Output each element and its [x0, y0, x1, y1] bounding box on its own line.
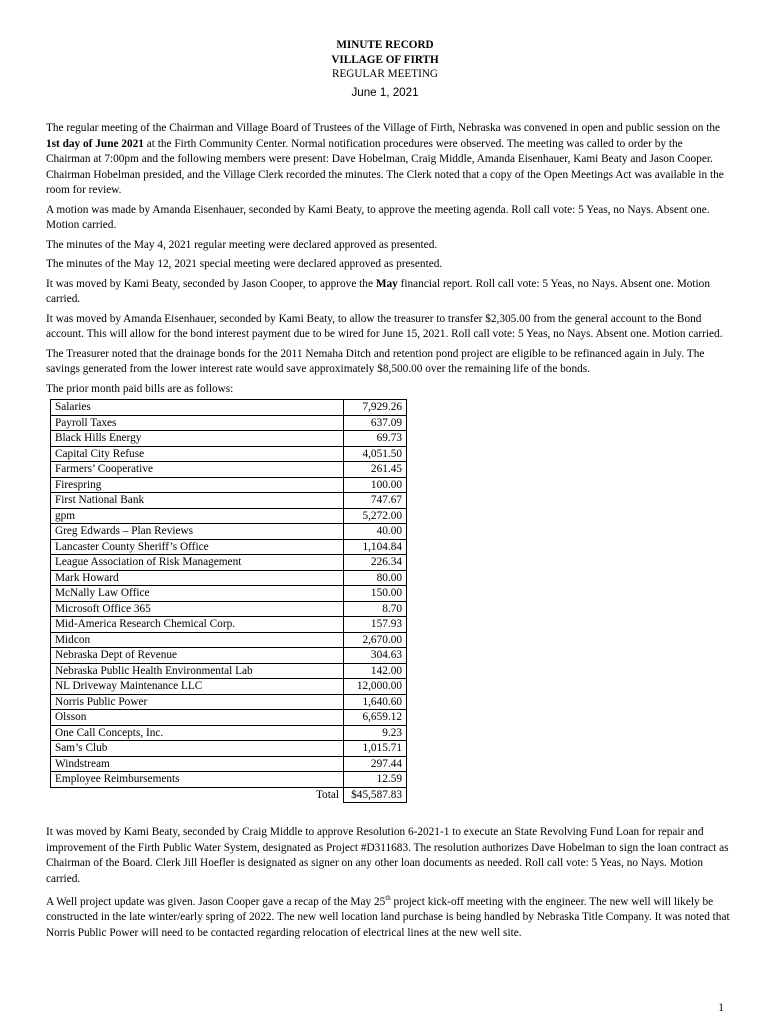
bill-amount: 40.00: [344, 524, 407, 540]
bill-amount: 5,272.00: [344, 508, 407, 524]
bill-payee: Microsoft Office 365: [51, 601, 344, 617]
total-row: [51, 787, 407, 803]
bill-amount: 304.63: [344, 648, 407, 664]
bill-payee: Nebraska Dept of Revenue: [51, 648, 344, 664]
bill-payee: Olsson: [51, 710, 344, 726]
paragraph-financial-report: [46, 277, 730, 308]
bill-payee: Nebraska Public Health Environmental Lab: [51, 663, 344, 679]
table-row: [51, 524, 407, 540]
bill-payee: Capital City Refuse: [51, 446, 344, 462]
bill-amount: 12.59: [344, 772, 407, 788]
table-row: [51, 756, 407, 772]
bill-amount: 69.73: [344, 431, 407, 447]
bill-payee: Salaries: [51, 400, 344, 416]
table-row: [51, 694, 407, 710]
financial-text-c: financial report. Roll call vote: 5 Yeas, no Nays. Absent one. Motion carried.: [46, 277, 710, 305]
table-row: [51, 493, 407, 509]
bill-payee: Payroll Taxes: [51, 415, 344, 431]
table-row: [51, 446, 407, 462]
well-superscript: th: [385, 894, 391, 902]
total-amount: $45,587.83: [344, 787, 407, 803]
bill-amount: 226.34: [344, 555, 407, 571]
bill-payee: Mid-America Research Chemical Corp.: [51, 617, 344, 633]
table-row: [51, 632, 407, 648]
bill-amount: 297.44: [344, 756, 407, 772]
bill-payee: gpm: [51, 508, 344, 524]
paragraph-may4-minutes: The minutes of the May 4, 2021 regular meeting were declared approved as presented.: [46, 238, 438, 251]
table-row: [51, 477, 407, 493]
table-row: [51, 462, 407, 478]
bills-table: [50, 399, 407, 803]
bill-payee: Windstream: [51, 756, 344, 772]
paragraph-resolution: It was moved by Kami Beaty, seconded by Craig Middle to approve Resolution 6-2021-1 to execute an State Revolving Fund Loan for repair and improvement of the Firth Public Water System, designated as Project #D311683. The resolution authorizes Dave Hobelman to sign the loan contract as Chairman of the Board. Clerk Jill Hoefler is designated as signer on any other loan documents as needed. Roll call vote: 5 Yeas, no Nays. Motion carried.: [46, 826, 729, 885]
table-row: [51, 679, 407, 695]
table-row: [51, 555, 407, 571]
bill-amount: 80.00: [344, 570, 407, 586]
bill-payee: First National Bank: [51, 493, 344, 509]
bill-amount: 1,104.84: [344, 539, 407, 555]
table-row: [51, 741, 407, 757]
table-row: [51, 400, 407, 416]
bill-payee: McNally Law Office: [51, 586, 344, 602]
bill-amount: 12,000.00: [344, 679, 407, 695]
opening-date-bold: 1st day of June 2021: [46, 137, 144, 150]
well-text-b: project kick-off meeting with the engineer. The new well will likely be constructed in the late winter/early spring of 2022. The new well location land purchase is being handled by Nebraska Title Company. It was noted that Norris Public Power will need to be contacted regarding relocation of electrical lines at the new well site.: [46, 895, 730, 939]
table-row: [51, 772, 407, 788]
bill-amount: 157.93: [344, 617, 407, 633]
paragraph-agenda-motion: A motion was made by Amanda Eisenhauer, seconded by Kami Beaty, to approve the meeting agenda. Roll call vote: 5 Yeas, no Nays. Absent one. Motion carried.: [46, 203, 710, 231]
paragraph-bonds: The Treasurer noted that the drainage bonds for the 2011 Nemaha Ditch and retention pond project are eligible to be refinanced again in July. The savings generated from the lower interest rate would save approximately $8,500.00 over the remaining life of the bonds.: [46, 347, 705, 375]
table-row: [51, 415, 407, 431]
bill-amount: 9.23: [344, 725, 407, 741]
bill-payee: Midcon: [51, 632, 344, 648]
financial-month-bold: May: [375, 277, 398, 290]
bill-payee: Black Hills Energy: [51, 431, 344, 447]
bill-amount: 261.45: [344, 462, 407, 478]
paragraph-may12-minutes: The minutes of the May 12, 2021 special meeting were declared approved as presented.: [46, 258, 443, 270]
minutes-body: [46, 121, 730, 945]
bill-amount: 7,929.26: [344, 400, 407, 416]
paragraph-transfer: It was moved by Amanda Eisenhauer, seconded by Kami Beaty, to allow the treasurer to transfer $2,305.00 from the general account to the Bond account. This will allow for the bond interest payment due to be wired for June 15, 2021. Roll call vote: 5 Yeas, no Nays. Absent one. Motion carried.: [46, 312, 723, 340]
page-number: 1: [718, 1002, 724, 1014]
bill-amount: 8.70: [344, 601, 407, 617]
bill-amount: 142.00: [344, 663, 407, 679]
header-title: MINUTE RECORD: [336, 39, 434, 51]
bill-amount: 637.09: [344, 415, 407, 431]
well-text-a: A Well project update was given. Jason Cooper gave a recap of the May 25: [46, 895, 386, 908]
bill-payee: Employee Reimbursements: [51, 772, 344, 788]
table-row: [51, 601, 407, 617]
table-row: [51, 586, 407, 602]
financial-text-a: It was moved by Kami Beaty, seconded by Jason Cooper, to approve the: [46, 277, 376, 290]
bill-payee: Firespring: [51, 477, 344, 493]
bill-amount: 1,015.71: [344, 741, 407, 757]
bill-payee: One Call Concepts, Inc.: [51, 725, 344, 741]
table-row: [51, 663, 407, 679]
bill-amount: 4,051.50: [344, 446, 407, 462]
bill-amount: 6,659.12: [344, 710, 407, 726]
opening-text-a: The regular meeting of the Chairman and Village Board of Trustees of the Village of Firth, Nebraska was convened in open and public session on the: [46, 122, 720, 134]
bill-payee: League Association of Risk Management: [51, 555, 344, 571]
table-row: [51, 710, 407, 726]
table-row: [51, 508, 407, 524]
bill-payee: NL Driveway Maintenance LLC: [51, 679, 344, 695]
opening-text-c: at the Firth Community Center. Normal notification procedures were observed. The meeting was called to order by the Chairman at 7:00pm and the following members were present: Dave Hobelman, Craig Middle, Amanda Eisenhauer, Kami Beaty and Jason Cooper. Chairman Hobelman presided, and the Village Clerk recorded the minutes. The Clerk noted that a copy of the Open Meetings Act was available in the room for review.: [46, 137, 724, 196]
bill-amount: 1,640.60: [344, 694, 407, 710]
bill-payee: Farmers’ Cooperative: [51, 462, 344, 478]
bill-payee: Mark Howard: [51, 570, 344, 586]
header-village: VILLAGE OF FIRTH: [331, 53, 439, 66]
paragraph-well-update: [46, 891, 730, 941]
bill-payee: Lancaster County Sheriff’s Office: [51, 539, 344, 555]
paragraph-bills-intro: The prior month paid bills are as follows:: [46, 382, 234, 395]
bill-payee: Greg Edwards – Plan Reviews: [51, 524, 344, 540]
table-row: [51, 648, 407, 664]
minute-header: [0, 38, 770, 100]
table-row: [51, 725, 407, 741]
bill-amount: 747.67: [344, 493, 407, 509]
table-row: [51, 431, 407, 447]
bill-payee: Norris Public Power: [51, 694, 344, 710]
paragraph-opening: [46, 121, 730, 199]
table-row: [51, 617, 407, 633]
header-date: June 1, 2021: [351, 85, 419, 99]
table-row: [51, 539, 407, 555]
bill-payee: Sam’s Club: [51, 741, 344, 757]
header-meeting-type: REGULAR MEETING: [332, 68, 438, 80]
table-row: [51, 570, 407, 586]
bill-amount: 100.00: [344, 477, 407, 493]
bill-amount: 150.00: [344, 586, 407, 602]
bill-amount: 2,670.00: [344, 632, 407, 648]
total-label: Total: [51, 787, 344, 803]
